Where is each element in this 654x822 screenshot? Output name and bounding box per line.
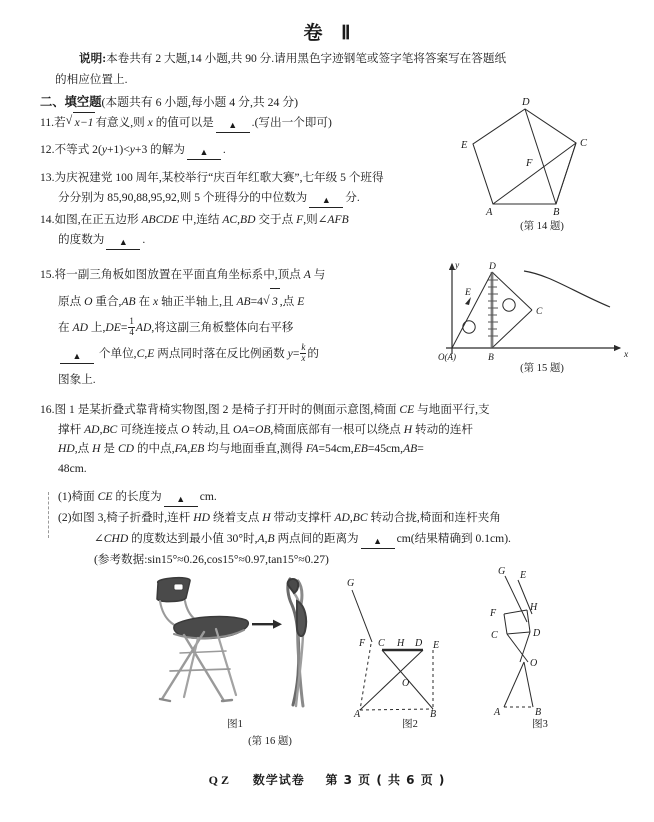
text-run: +3 的解为	[134, 143, 185, 156]
math-variable: ABCDE	[141, 213, 179, 226]
question-number: 11.	[40, 116, 55, 129]
math-variable: AD	[84, 422, 100, 436]
d2-label-E: E	[433, 640, 440, 651]
question-line	[40, 439, 620, 459]
question-number: 12.	[40, 143, 55, 156]
math-variable: CE	[97, 490, 113, 503]
pentagon-label-B: B	[553, 207, 560, 216]
fraction: $\frac{1}{4}$	[129, 316, 134, 337]
math-variable: E	[297, 295, 305, 308]
diagram2-caption: 图2	[402, 719, 418, 730]
math-variable: y	[101, 143, 107, 156]
answer-blank[interactable]: ▲	[216, 119, 250, 133]
text-run: ,	[264, 532, 268, 545]
text-run: 48cm.	[58, 461, 87, 475]
d2-label-G: G	[347, 578, 355, 589]
d2-label-H: H	[397, 638, 405, 649]
d2-label-C: C	[378, 638, 385, 649]
answer-blank[interactable]: ▲	[106, 236, 140, 250]
math-variable: AFB	[327, 213, 349, 226]
instructions-line-1: 本卷共有 2 大题,14 小题,共 90 分.请用黑色字迹钢笔或签字笔将答案写在答题纸	[106, 52, 507, 65]
section-heading	[40, 92, 298, 110]
math-variable: x	[147, 116, 153, 129]
axis-label-y: y	[455, 261, 460, 271]
math-variable: AD	[135, 321, 152, 334]
answer-blank[interactable]: ▲	[187, 146, 221, 160]
question-number: 14.	[40, 213, 55, 226]
question-16	[40, 400, 620, 478]
pentagon-label-A: A	[486, 207, 493, 216]
text-run: 转动合拢,椅面和连杆夹角	[367, 511, 501, 524]
math-variable: FA	[174, 442, 188, 455]
page-title-cn: 卷	[303, 22, 329, 44]
text-run: .	[142, 232, 146, 246]
chair-photo-caption: 图1	[227, 719, 243, 730]
text-run: (2)如图 3,椅子折叠时,连杆	[58, 511, 194, 524]
binding-mark	[48, 492, 49, 538]
sqrt-expression: √ 3	[263, 288, 280, 315]
text-run: ,则∠	[303, 213, 328, 226]
text-run: 原点	[58, 295, 85, 308]
text-run: 重合,	[92, 295, 122, 308]
section-number: 二、填空题	[40, 95, 102, 109]
text-run: 是	[100, 442, 118, 455]
question-12	[40, 140, 440, 160]
coord-label-D: D	[489, 262, 496, 272]
text-run: ,	[99, 422, 103, 436]
math-variable: A	[257, 532, 265, 545]
math-variable: BC	[102, 422, 118, 436]
figure-coordinate	[438, 258, 638, 362]
math-variable: O	[84, 295, 93, 308]
text-run: =45cm,	[367, 442, 404, 455]
math-variable: EB	[190, 442, 205, 455]
footer-subject: 数学试卷	[252, 773, 305, 787]
text-run: ,点	[74, 442, 93, 455]
coordinate-caption: (第 15 题)	[520, 363, 564, 374]
text-run: 带动支撑杆	[270, 511, 335, 524]
text-run: =	[120, 321, 128, 334]
question16-group-caption: (第 16 题)	[248, 736, 292, 747]
text-run: .(写出一个即可)	[251, 116, 332, 129]
text-run: 分.	[345, 190, 360, 204]
text-run: .	[222, 143, 226, 156]
answer-blank[interactable]: ▲	[164, 493, 198, 507]
d3-label-H: H	[530, 602, 538, 613]
question-line	[40, 188, 440, 208]
question-number: 13.	[40, 171, 55, 184]
d3-label-B: B	[535, 707, 542, 718]
coord-label-E: E	[465, 288, 471, 298]
answer-blank[interactable]: ▲	[361, 535, 395, 549]
question-subpart	[40, 528, 640, 549]
fraction: $\frac{k}{x}$	[301, 342, 306, 363]
text-run: 的度数达到最小值 30°时,	[128, 532, 258, 545]
math-variable: BC	[352, 511, 368, 524]
text-run: ,点	[279, 295, 298, 308]
text-run: 不等式 2(	[54, 143, 102, 156]
text-run: =4	[250, 295, 263, 308]
arrow-icon	[252, 620, 282, 629]
figure-diagram-2	[345, 570, 475, 718]
math-variable: CD	[117, 442, 135, 455]
math-variable: H	[403, 422, 413, 436]
text-run: ,椅面底部有一根可以绕点	[270, 422, 404, 436]
question-line	[40, 315, 440, 341]
text-run: 转动的连杆	[412, 422, 474, 436]
figure-chair-photo	[140, 575, 330, 720]
question-line	[40, 459, 620, 479]
math-variable: BD	[240, 213, 256, 226]
math-variable: OB	[254, 422, 271, 436]
math-variable: C	[136, 347, 145, 360]
pentagon-label-C: C	[580, 138, 588, 149]
question-15	[40, 262, 440, 393]
pentagon-caption: (第 14 题)	[520, 221, 564, 232]
question-14	[40, 210, 440, 250]
question-16-subparts	[40, 486, 640, 570]
coord-label-B: B	[488, 353, 494, 362]
question-line	[40, 288, 440, 315]
question-number: 15.	[40, 268, 55, 281]
math-variable: AB	[403, 442, 418, 455]
coord-label-C: C	[536, 307, 543, 317]
math-variable: HD	[58, 442, 75, 455]
d3-label-A: A	[494, 707, 501, 718]
page-title-roman: Ⅱ	[341, 23, 351, 44]
text-run: ,	[349, 511, 353, 524]
text-run: 转动,且	[189, 422, 233, 436]
text-run: cm.	[199, 490, 217, 503]
math-variable: B	[267, 532, 275, 545]
question-line	[40, 210, 440, 230]
text-run: ,	[237, 213, 241, 226]
text-run: ∠	[94, 532, 104, 545]
d2-label-A: A	[354, 709, 361, 718]
d2-label-O: O	[402, 678, 410, 689]
text-run: 两点间的距离为	[274, 532, 359, 545]
figure-pentagon	[452, 96, 632, 216]
d3-label-G: G	[498, 566, 506, 577]
question-line	[40, 400, 620, 420]
question-line	[40, 140, 440, 160]
math-variable: x	[153, 295, 159, 308]
pentagon-label-E: E	[461, 140, 468, 151]
text-run: 的中点,	[134, 442, 175, 455]
pentagon-label-D: D	[522, 97, 530, 108]
text-run: 与	[310, 268, 326, 281]
instructions-line-2: 的相应位置上.	[55, 73, 128, 86]
instructions-label: 说明:	[79, 52, 107, 65]
text-run: 如图,在正五边形	[54, 213, 142, 226]
text-run: =	[417, 442, 424, 455]
page-footer	[0, 771, 654, 788]
text-run: 可绕连接点	[117, 422, 182, 436]
text-run: 轴正半轴上,且	[158, 295, 237, 308]
question-line	[40, 112, 440, 133]
text-run: 有意义,则	[95, 116, 148, 129]
math-variable: DE	[105, 321, 121, 334]
question-line	[40, 230, 440, 250]
text-run: 为庆祝建党 100 周年,某校举行“庆百年红歌大赛”,七年级 5 个班得	[54, 171, 384, 184]
question-line	[40, 420, 620, 440]
text-run: 中,连结	[178, 213, 223, 226]
text-run: ,	[144, 347, 148, 360]
math-variable: AB	[236, 295, 251, 308]
math-variable: O	[181, 422, 190, 436]
text-run: 若	[54, 116, 66, 129]
text-run: 将一副三角板如图放置在平面直角坐标系中,顶点	[54, 268, 304, 281]
text-run: =54cm,	[318, 442, 354, 455]
text-run: (参考数据:sin15°≈0.26,cos15°≈0.97,tan15°≈0.27)	[94, 553, 329, 566]
math-variable: y	[287, 347, 293, 360]
math-variable: CE	[399, 403, 415, 416]
figure-diagram-3	[480, 562, 600, 718]
text-run: 的	[307, 347, 319, 360]
text-run: 撑杆	[58, 422, 85, 436]
instructions	[55, 48, 600, 90]
section-meta: (本题共有 6 小题,每小题 4 分,共 24 分)	[101, 95, 299, 109]
text-run: (1)椅面	[58, 490, 98, 503]
d3-label-O: O	[530, 658, 538, 669]
d3-label-F: F	[490, 608, 497, 619]
question-13	[40, 168, 440, 208]
footer-code: QZ	[208, 773, 232, 787]
question-line	[40, 341, 440, 367]
math-variable: FA	[305, 442, 319, 455]
math-variable: OA	[232, 422, 249, 436]
question-line	[40, 168, 440, 188]
answer-blank[interactable]: ▲	[60, 350, 94, 364]
math-variable: CHD	[103, 532, 129, 545]
d2-label-F: F	[359, 638, 366, 649]
text-run: 绕着支点	[210, 511, 263, 524]
text-run: 的值可以是	[152, 116, 214, 129]
text-run: ,将这副三角板整体向右平移	[151, 321, 294, 334]
math-variable: HD	[193, 511, 211, 524]
text-run: 图 1 是某折叠式靠背椅实物图,图 2 是椅子打开时的侧面示意图,椅面	[54, 403, 400, 416]
math-variable: AD	[72, 321, 88, 334]
text-run: 均与地面垂直,测得	[204, 442, 306, 455]
text-run: =	[248, 422, 255, 436]
text-run: ,	[187, 442, 191, 455]
math-variable: A	[303, 268, 311, 281]
math-variable: AD	[334, 511, 350, 524]
d3-label-D: D	[533, 628, 541, 639]
footer-page: 第 3 页 ( 共 6 页 )	[325, 773, 446, 787]
math-variable: AC	[222, 213, 238, 226]
question-number: 16.	[40, 403, 55, 416]
math-variable: E	[147, 347, 155, 360]
question-11	[40, 112, 440, 133]
text-run: 个单位,	[96, 347, 137, 360]
math-variable: y	[129, 143, 135, 156]
d2-label-D: D	[415, 638, 423, 649]
text-run: 分分别为 85,90,88,95,92,则 5 个班得分的中位数为	[58, 190, 308, 204]
d2-label-B: B	[430, 709, 437, 718]
math-variable: EB	[353, 442, 368, 455]
text-run: +1)<	[107, 143, 130, 156]
axis-label-x: x	[624, 350, 629, 360]
text-run: 图象上.	[58, 373, 96, 386]
page-title	[0, 0, 654, 45]
text-run: 交于点	[255, 213, 297, 226]
d3-label-C: C	[491, 630, 498, 641]
math-variable: F	[296, 213, 304, 226]
question-subpart	[40, 507, 640, 528]
question-line	[40, 262, 440, 288]
math-variable: H	[262, 511, 271, 524]
sqrt-expression: √ x−1	[66, 112, 96, 133]
math-variable: AB	[121, 295, 136, 308]
text-run: 的长度为	[112, 490, 162, 503]
question-subpart	[40, 486, 640, 507]
text-run: 上,	[87, 321, 106, 334]
math-variable: H	[92, 442, 101, 455]
text-run: 两点同时落在反比例函数	[154, 347, 288, 360]
text-run: cm(结果精确到 0.1cm).	[396, 532, 511, 545]
answer-blank[interactable]: ▲	[309, 194, 343, 208]
text-run: 在	[135, 295, 154, 308]
diagram3-caption: 图3	[532, 719, 548, 730]
question-line	[40, 367, 440, 393]
pentagon-label-F: F	[526, 158, 533, 169]
text-run: =	[292, 347, 300, 360]
d3-label-E: E	[520, 570, 527, 581]
text-run: 的度数为	[58, 232, 105, 246]
text-run: 与地面平行,支	[414, 403, 490, 416]
coord-label-origin: O(A)	[438, 352, 456, 362]
text-run: 在	[58, 321, 73, 334]
